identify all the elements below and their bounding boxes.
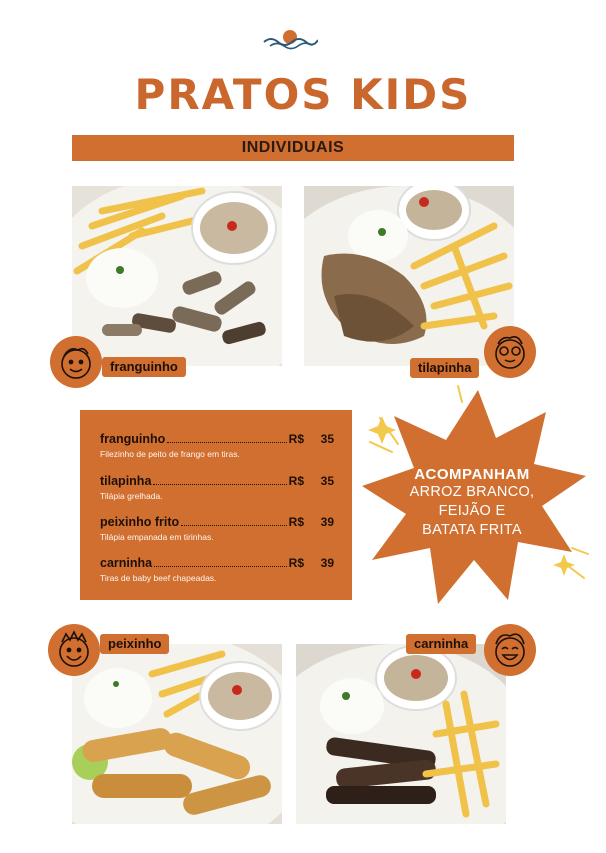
item-description: Tiras de baby beef chapeadas. [100, 573, 217, 583]
item-price: 35 [320, 474, 334, 488]
item-name: carninha [100, 556, 153, 570]
menu-item [100, 474, 334, 501]
menu-item [100, 432, 334, 459]
photo-franguinho [72, 186, 282, 366]
photo-peixinho [72, 644, 282, 824]
sides-line: ARROZ BRANCO, [409, 484, 535, 500]
item-price: 35 [320, 432, 334, 446]
item-name: tilapinha [100, 474, 152, 488]
item-price: 39 [320, 515, 334, 529]
item-description: Filezinho de peito de frango em tiras. [100, 449, 240, 459]
kid-face-icon [484, 624, 536, 676]
sides-line: FEIJÃO E [438, 503, 506, 519]
currency: R$ [288, 474, 304, 488]
photo-carninha [296, 644, 506, 824]
photo-label: peixinho [100, 634, 169, 654]
item-description: Tilápia empanada em tirinhas. [100, 532, 214, 542]
kid-face-icon [50, 336, 102, 388]
wave-sun-logo-icon [262, 26, 318, 52]
currency: R$ [288, 432, 304, 446]
item-name: peixinho frito [100, 515, 180, 529]
page-title: PRATOS KIDS [134, 70, 472, 119]
photo-label: franguinho [102, 357, 186, 377]
item-name: franguinho [100, 432, 166, 446]
photo-tilapinha [304, 186, 514, 366]
item-description: Tilápia grelhada. [100, 491, 163, 501]
menu-item [100, 556, 334, 583]
photo-label: carninha [406, 634, 476, 654]
price-list [80, 410, 352, 600]
menu-item [100, 515, 334, 542]
photo-label: tilapinha [410, 358, 479, 378]
sides-text [382, 466, 562, 540]
sides-heading: ACOMPANHAM [414, 466, 530, 483]
item-price: 39 [320, 556, 334, 570]
kid-face-icon [48, 624, 100, 676]
currency: R$ [288, 556, 304, 570]
kid-face-icon [484, 326, 536, 378]
section-subtitle: INDIVIDUAIS [72, 135, 514, 161]
currency: R$ [288, 515, 304, 529]
sides-line: BATATA FRITA [422, 522, 522, 538]
